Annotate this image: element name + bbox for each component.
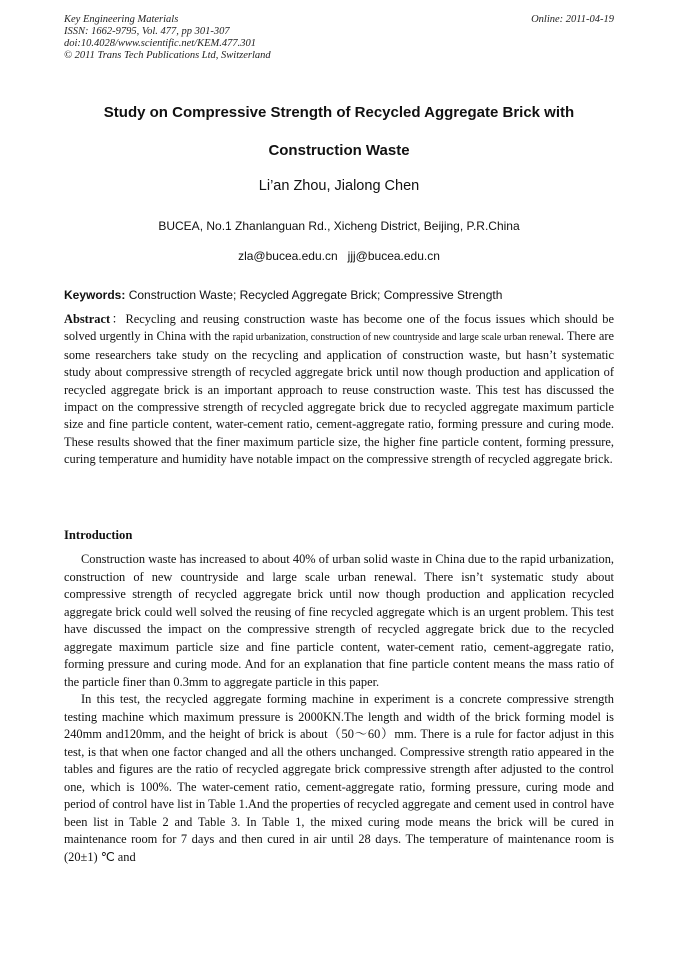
- abstract: [64, 311, 614, 469]
- intro-paragraph-2: In this test, the recycled aggregate forming machine in experiment is a concrete compressive strength testing machine which maximum pressure is 2000KN.The length and width of the brick forming model is 240mm and120mm, and the height of brick is about（50～60）mm. There is a rule for factor adjust in this test, is that when one factor changed and all the others unchanged. Compressive strength ratio appeared in the tables and figures are the ratio of recycled aggregate brick compressive strength after adjusted to the control one, which is 100%. The water-cement ratio, cement-aggregate ratio, forming pressure, curing mode and period of control have list in Table 1.And the properties of recycled aggregate and cement used in control have been list in Table 2 and Table 3. In Table 1, the mixed curing mode means the brick will be cured in maintenance room for 7 days and then cured in air until 28 days. The temperature of maintenance room is (20±1) ℃ and: [64, 692, 614, 864]
- affiliation: BUCEA, No.1 Zhanlanguan Rd., Xicheng District, Beijing, P.R.China: [158, 219, 520, 233]
- abstract-text-small: rapid urbanization, construction of new countryside and large scale urban renewal: [232, 332, 561, 344]
- authors: Li’an Zhou, Jialong Chen: [258, 178, 420, 194]
- issn-line: ISSN: 1662-9795, Vol. 477, pp 301-307: [64, 26, 230, 37]
- keywords-label: Keywords:: [64, 288, 126, 302]
- abstract-text-2: . There are some researchers take study on the recycling and application of construction waste, but hasn’t systematic study about compressive strength of recycled aggregate brick until now though production and application of recycled aggregate brick is an important approach to reuse construction waste. This test has discussed the impact on the compressive strength of recycled aggregate brick due to recycled aggregate maximum particle size and fine particle content, water-cement ratio, cement-aggregate ratio, forming pressure and curing mode. These results showed that the finer maximum particle size, the higher fine particle content, forming pressure, curing temperature and humidity have notable impact on the compressive strength of recycled aggregate brick.: [64, 329, 614, 467]
- title-line-1: Study on Compressive Strength of Recycled Aggregate Brick with: [103, 104, 575, 121]
- journal-header: [64, 14, 614, 62]
- paper-title: [64, 94, 614, 170]
- keywords-text: Construction Waste; Recycled Aggregate Brick; Compressive Strength: [125, 288, 503, 302]
- introduction-heading: Introduction: [64, 528, 133, 542]
- keywords: [64, 288, 614, 302]
- online-date: Online: 2011-04-19: [531, 14, 614, 25]
- intro-paragraph-1: Construction waste has increased to about 40% of urban solid waste in China due to the rapid urbanization, construction of new countryside and large scale urban renewal. There isn’t systematic study about compressive strength of recycled aggregate brick until now though production and application recycled aggregate brick could well solved the reusing of fine recycled aggregate which is an urgent problem. This test have discussed the impact on the compressive strength of recycled aggregate brick due to the recycled aggregate maximum particle size and fine particle content, water-cement ratio, cement-aggregate ratio, forming pressure and curing mode. And for an explanation that fine particle content means the mass ratio of the particle finer than 0.3mm to aggregate particle in this paper.: [64, 552, 614, 689]
- introduction-body: [64, 551, 614, 866]
- doi-line: doi:10.4028/www.scientific.net/KEM.477.301: [64, 38, 256, 49]
- email-2[interactable]: jjj@bucea.edu.cn: [347, 249, 440, 263]
- abstract-text-1: Recycling and reusing construction waste has become one of the focus issues which should be solved urgently in China with the: [64, 312, 614, 344]
- title-line-2: Construction Waste: [268, 142, 410, 159]
- journal-name: Key Engineering Materials: [64, 14, 179, 25]
- email-1[interactable]: zla@bucea.edu.cn: [238, 249, 338, 263]
- copyright-line: © 2011 Trans Tech Publications Ltd, Switzerland: [64, 50, 271, 61]
- email-list: [64, 249, 614, 263]
- abstract-label: Abstract: [64, 312, 111, 326]
- abstract-colon: ：: [110, 312, 126, 326]
